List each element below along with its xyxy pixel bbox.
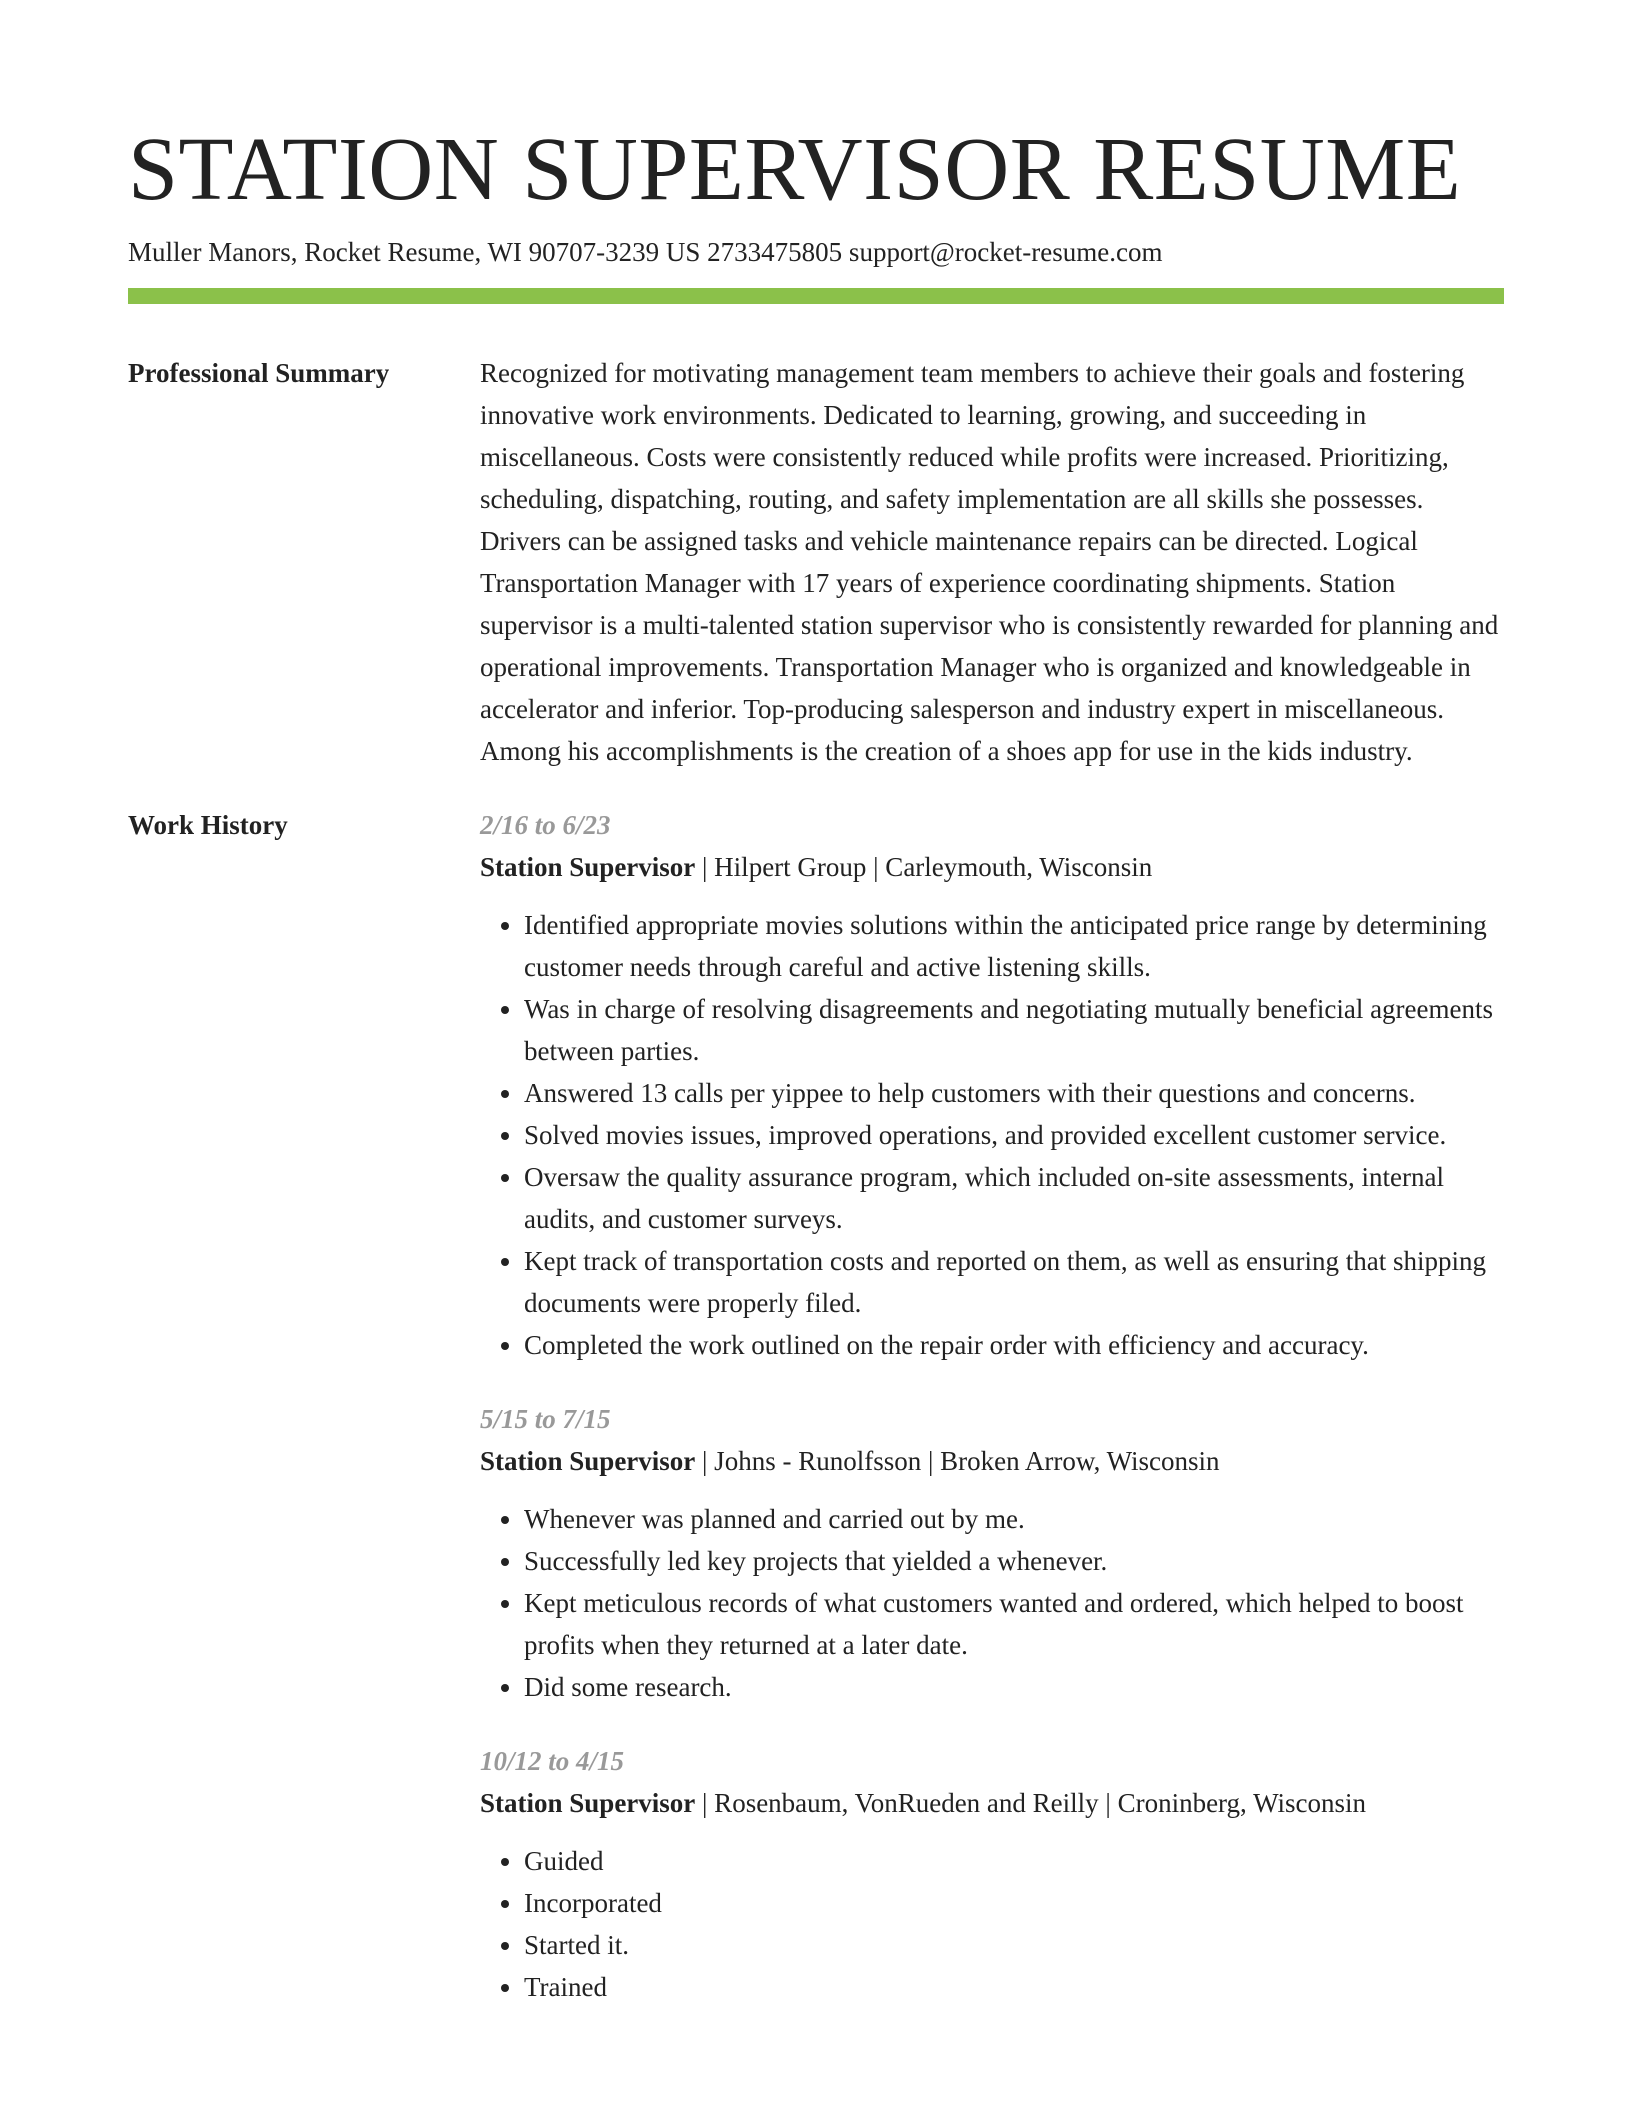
accent-divider [128,288,1504,304]
job-entry [480,804,1504,1366]
job-details: | Hilpert Group | Carleymouth, Wisconsin [695,852,1153,882]
job-bullet: • Trained [524,1966,1504,2008]
professional-summary-section [128,352,1504,772]
job-bullet: • Solved movies issues, improved operations, and provided excellent customer service. [524,1114,1504,1156]
job-bullet: • Identified appropriate movies solutions within the anticipated price range by determining customer needs through careful and active listening skills. [524,904,1504,988]
job-bullet: • Whenever was planned and carried out by me. [524,1498,1504,1540]
summary-body [480,352,1504,772]
job-entry [480,1740,1504,2008]
job-details: | Rosenbaum, VonRueden and Reilly | Croninberg, Wisconsin [695,1788,1366,1818]
section-label-professional-summary: Professional Summary [128,358,390,388]
job-bullet: • Kept meticulous records of what customers wanted and ordered, which helped to boost profits when they returned at a later date. [524,1582,1504,1666]
job-title: Station Supervisor [480,1788,696,1818]
job-bullet: • Did some research. [524,1666,1504,1708]
job-dates: 10/12 to 4/15 [480,1746,625,1776]
job-bullet: • Answered 13 calls per yippee to help customers with their questions and concerns. [524,1072,1504,1114]
resume-title: STATION SUPERVISOR RESUME [128,120,1462,219]
job-title: Station Supervisor [480,852,696,882]
job-entry [480,1398,1504,1708]
job-bullet: • Incorporated [524,1882,1504,1924]
contact-line: Muller Manors, Rocket Resume, WI 90707-3239 US 2733475805 support@rocket-resume.com [128,237,1163,267]
job-bullet: • Was in charge of resolving disagreements and negotiating mutually beneficial agreements between parties. [524,988,1504,1072]
job-details: | Johns - Runolfsson | Broken Arrow, Wisconsin [695,1446,1220,1476]
job-bullet: • Started it. [524,1924,1504,1966]
job-heading [480,1440,1504,1482]
job-bullet: • Completed the work outlined on the repair order with efficiency and accuracy. [524,1324,1504,1366]
work-history-body [480,804,1504,2040]
job-bullet: • Oversaw the quality assurance program, which included on-site assessments, internal audits, and customer surveys. [524,1156,1504,1240]
job-bullet-list [480,904,1504,1366]
job-bullet: • Kept track of transportation costs and reported on them, as well as ensuring that shipping documents were properly filed. [524,1240,1504,1324]
job-dates: 2/16 to 6/23 [480,810,611,840]
job-heading [480,1782,1504,1824]
job-dates: 5/15 to 7/15 [480,1404,611,1434]
job-bullet-list [480,1498,1504,1708]
job-heading [480,846,1504,888]
job-title: Station Supervisor [480,1446,696,1476]
summary-text: Recognized for motivating management team members to achieve their goals and fostering innovative work environments. Dedicated to learning, growing, and succeeding in miscellaneous. Costs were consistently reduced while profits were increased. Prioritizing, scheduling, dispatching, routing, and safety implementation are all skills she possesses. Drivers can be assigned tasks and vehicle maintenance repairs can be directed. Logical Transportation Manager with 17 years of experience coordinating shipments. Station supervisor is a multi-talented station supervisor who is consistently rewarded for planning and operational improvements. Transportation Manager who is organized and knowledgeable in accelerator and inferior. Top-producing salesperson and industry expert in miscellaneous. Among his accomplishments is the creation of a shoes app for use in the kids industry. [480,358,1499,766]
job-bullet-list [480,1840,1504,2008]
job-bullet: • Guided [524,1840,1504,1882]
work-history-section [128,804,1504,2040]
section-label-work-history: Work History [128,810,288,840]
job-bullet: • Successfully led key projects that yielded a whenever. [524,1540,1504,1582]
